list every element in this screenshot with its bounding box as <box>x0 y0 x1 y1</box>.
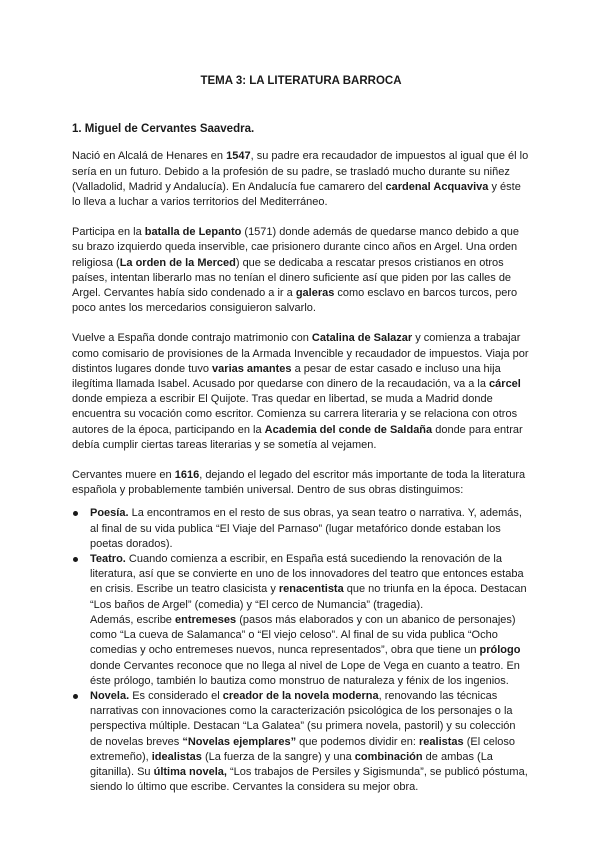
bold-term: combinación <box>354 750 423 763</box>
list-item-novela: Novela. Es considerado el creador de la novela moderna, renovando las técnicas narrativas con innovaciones como la caracterización psicológica de los personajes o la perspectiva múltiple. Destacan “La Galatea” (su primera novela, pastoril) y su colección de novelas breves “Novelas ejemplares” que podemos dividir en: realistas (El celoso extremeño), idealistas (La fuerza de la sangre) y una combinación de ambas (La gitanilla). Su última novela, “Los trabajos de Persiles y Sigismunda”, se publicó póstuma, siendo lo último que escribe. Cervantes la considera su mejor obra. <box>72 689 530 795</box>
list-item-teatro: Teatro. Cuando comienza a escribir, en España está sucediendo la renovación de la literatura, así que se convierte en uno de los innovadores del teatro que entonces estaba en crisis. Escribe un teatro clasicista y renacentista que no triunfa en la época. Destacan “Los baños de Argel” (comedia) y “El cerco de Numancia” (tragedia). Además, escribe entremeses (pasos más elaborados y con un abanico de personajes) como “La cueva de Salamanca” o “El viejo celoso”. Al final de su vida publica “Ocho comedias y ocho entremeses nuevos, nunca representados”, obra que tiene un prólogo donde Cervantes reconoce que no llega al nivel de Lope de Vega en cuanto a teatro. En éste prólogo, también lo bautiza como monstruo de naturaleza y fénix de los ingenios. <box>72 552 530 689</box>
teatro-continuation: Además, escribe entremeses (pasos más elaborados y con un abanico de personajes) como “La cueva de Salamanca” o “El viejo celoso”. Al final de su vida publica “Ocho comedias y ocho entremeses nuevos, nunca representados”, obra que tiene un prólogo donde Cervantes reconoce que no llega al nivel de Lope de Vega en cuanto a teatro. En éste prólogo, también lo bautiza como monstruo de naturaleza y fénix de los ingenios. <box>90 613 521 687</box>
paragraph-birth: Nació en Alcalá de Henares en 1547, su padre era recaudador de impuestos al igual que él lo sería en un futuro. Debido a la profesión de su padre, se trasladó mucho durante su niñez (Valladolid, Madrid y Andalucía). En Andalucía fue camarero del cardenal Acquaviva y éste lo lleva a luchar a varios territorios del Mediterráneo. <box>72 150 529 209</box>
bold-term: Novela. <box>90 689 130 702</box>
bold-term: Academia del conde de Saldaña <box>264 423 433 436</box>
list-item-poesia: Poesía. La encontramos en el resto de sus obras, ya sean teatro o narrativa. Y, además, al final de su vida publica “El Viaje del Parnaso” (lugar metafórico donde estaban los poetas dorados). <box>72 506 530 552</box>
bold-term: creador de la novela moderna <box>222 689 379 702</box>
bold-term: 1547 <box>226 150 251 163</box>
bold-term: Poesía. <box>90 507 129 520</box>
bold-term: última novela, <box>153 765 227 778</box>
bold-term: entremeses <box>174 613 237 626</box>
paragraph-lepanto: Participa en la batalla de Lepanto (1571) donde además de quedarse manco debido a que su brazo izquierdo queda inservible, cae prisionero durante cinco años en Argel. Una orden religiosa (La orden de la Merced) que se dedicaba a rescatar presos cristianos en otros países, intentan liberarlo mas no tenían el dinero suficiente así que piden por las calles de Argel. Cervantes había sido condenado a ir a galeras como esclavo en barcos turcos, pero poco antes los mercedarios consiguieron salvarlo. <box>72 226 519 315</box>
bold-term: idealistas <box>151 750 202 763</box>
paragraph-death: Cervantes muere en 1616, dejando el legado del escritor más importante de toda la literatura española y probablemente también universal. Dentro de sus obras distinguimos: <box>72 469 526 497</box>
bold-term: batalla de Lepanto <box>144 226 242 239</box>
bold-term: galeras <box>295 287 335 300</box>
document-title: TEMA 3: LA LITERATURA BARROCA <box>200 75 402 87</box>
bold-term: Catalina de Salazar <box>311 332 413 345</box>
bold-term: prólogo <box>479 644 521 657</box>
bold-term: realistas <box>419 735 464 748</box>
bullet-icon <box>73 511 78 516</box>
section-heading: 1. Miguel de Cervantes Saavedra. <box>72 123 255 136</box>
works-list <box>72 506 530 795</box>
bold-term: Teatro. <box>90 553 126 566</box>
bold-term: cárcel <box>489 378 521 391</box>
bullet-icon <box>73 694 78 699</box>
bold-term: 1616 <box>174 469 200 482</box>
paragraph-return-spain: Vuelve a España donde contrajo matrimonio con Catalina de Salazar y comienza a trabajar como comisario de provisiones de la Armada Invencible y recaudador de impuestos. Viaja por distintos lugares donde tuvo varias amantes a pesar de estar casado e incluso una hija ilegítima llamada Isabel. Acusado por quedarse con dinero de la recaudación, va a la cárcel donde empieza a escribir El Quijote. Tras quedar en libertad, se muda a Madrid donde encuentra su vocación como escritor. Comienza su carrera literaria y se relaciona con otros autores de la época, participando en la Academia del conde de Saldaña donde para entrar debía cumplir ciertas tareas literarias y se sometía al vejamen. <box>72 332 529 451</box>
bold-term: varias amantes <box>212 362 292 375</box>
bold-term: “Novelas ejemplares” <box>182 735 297 748</box>
bold-term: cardenal Acquaviva <box>385 180 489 193</box>
bullet-icon <box>73 557 78 562</box>
bold-term: La orden de la Merced <box>119 256 236 269</box>
bold-term: renacentista <box>278 583 344 596</box>
